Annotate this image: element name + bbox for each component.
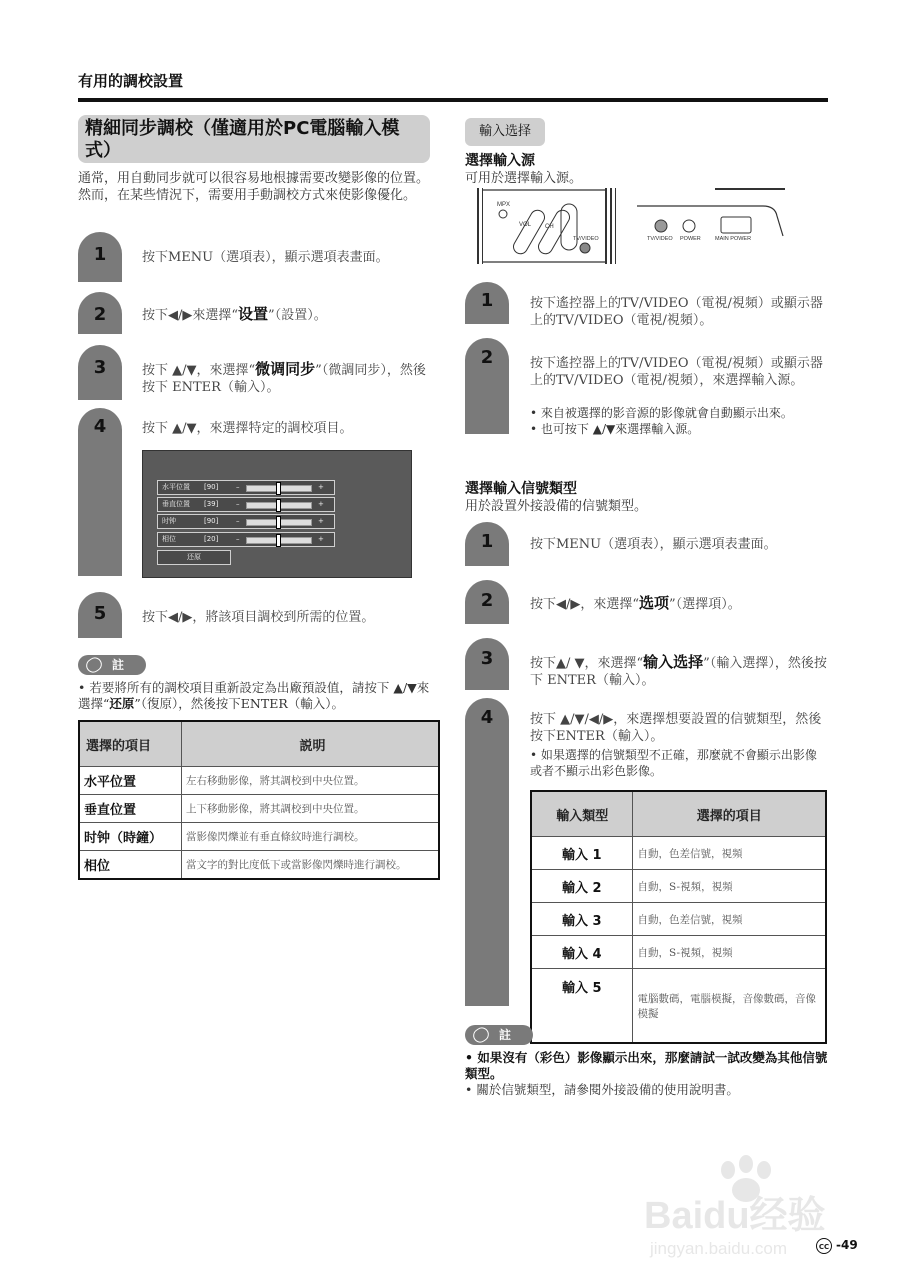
table-row: 輸入 5 電腦數碼，電腦模擬，音像數碼，音像模擬 [531,969,826,1044]
step-number: 3 [480,648,494,669]
svg-text:Baidu经验: Baidu经验 [644,1195,826,1237]
language-icon: CC [816,1238,832,1254]
subsection-subtitle: 用於設置外接設備的信號類型。 [465,499,648,514]
note-text: • 若要將所有的調校項目重新設定為出廠預設值，請按下 ▲/▼來選擇“还原”（復原），然後按下ENTER（輸入）。 [78,680,430,711]
ch-label: CH [545,224,554,230]
osd-row-vertical: 垂直位置 [39] – + [157,497,335,512]
tv-video-panel-label: TV/VIDEO [647,236,673,242]
step-text: 按下◀/▶，將該項目調校到所需的位置。 [142,610,375,625]
tv-video-label: TV/VIDEO [573,236,599,242]
subsection-title: 選擇輸入信號類型 [465,481,577,497]
step-text: 按下遙控器上的TV/VIDEO（電視/視頻）或顯示器上的TV/VIDEO（電視/視頻）。 [530,296,823,328]
adjustment-items-table [78,720,440,880]
bullet-item: • 來自被選擇的影音源的影像就會自動顯示出來。 [530,406,793,420]
step-text: 按下MENU（選項表），顯示選項表畫面。 [142,250,389,265]
page-header: 有用的調校設置 [78,72,184,90]
table-header: 選擇的項目 [633,791,826,837]
step-number: 5 [93,603,107,624]
table-header: 選擇的項目 [79,721,182,767]
table-row: 輸入 2 自動，S-視頻，視頻 [531,870,826,903]
table-row: 輸入 3 自動，色差信號，視頻 [531,903,826,936]
step-number: 1 [480,531,494,552]
table-header-row [79,721,439,767]
step-number: 1 [480,290,494,311]
note-badge: 註 [465,1025,533,1045]
section-title: 精細同步調校（僅適用於PC電腦輸入模式） [85,118,400,161]
intro-paragraph: 通常，用自動同步就可以很容易地根據需要改變影像的位置。然而，在某些情況下，需要用手動調校方式來使影像優化。 [78,171,430,203]
step-number: 3 [93,357,107,378]
header-rule [78,98,828,102]
table-row: 垂直位置 上下移動影像，將其調校到中央位置。 [79,795,439,823]
input-type-table [530,790,827,1044]
step-bar [465,698,509,1006]
note-text: • 如果沒有（彩色）影像顯示出來，那麼請試一試改變為其他信號類型。 [465,1050,828,1081]
osd-menu-screenshot [142,450,412,578]
step-number: 1 [93,244,107,265]
table-row: 水平位置 左右移動影像，將其調校到中央位置。 [79,767,439,795]
step-text: 按下遙控器上的TV/VIDEO（電視/視頻）或顯示器上的TV/VIDEO（電視/視頻），來選擇輸入源。 [530,356,823,388]
remote-control-illustration [477,186,792,266]
step-text: 按下◀/▶來選擇“设置”（設置）。 [142,305,327,323]
step-text: 按下MENU（選項表），顯示選項表畫面。 [530,537,777,552]
step-text: 按下 ▲/▼/◀/▶，來選擇想要設置的信號類型，然後按下ENTER（輸入）。 [530,712,822,744]
svg-text:jingyan.baidu.com: jingyan.baidu.com [650,1239,788,1258]
table-row: 时钟（時鐘） 當影像閃爍並有垂直條紋時進行調校。 [79,823,439,851]
step-text: 按下▲/ ▼，來選擇“输入选择”（輸入選擇），然後按下 ENTER（輸入）。 [530,653,827,688]
main-power-label: MAIN POWER [715,236,752,242]
table-row: 相位 當文字的對比度低下或當影像閃爍時進行調校。 [79,851,439,880]
subsection-subtitle: 可用於選擇輸入源。 [465,171,583,186]
paperclip-icon [470,1025,491,1046]
osd-row-phase: 相位 [20] – + [157,532,335,547]
osd-row-clock: 时钟 [90] – + [157,514,335,529]
osd-reset-button: 还原 [157,550,231,565]
table-header: 説明 [182,721,440,767]
vol-label: VOL [519,222,532,228]
bullet-item: • 也可按下 ▲/▼來選擇輸入源。 [530,422,700,436]
mpx-label: MPX [497,202,511,208]
input-select-tab: 輸入选择 [465,118,545,146]
step-text: 按下 ▲/▼，來選擇特定的調校項目。 [142,421,353,436]
table-header-row [531,791,826,837]
step-number: 2 [480,347,494,368]
subsection-title: 選擇輸入源 [465,153,535,169]
step-text: 按下◀/▶，來選擇“选项”（選擇項）。 [530,594,741,612]
page-number: -49 [836,1238,858,1252]
power-label: POWER [680,236,701,242]
step-text: 按下 ▲/▼，來選擇“微调同步”（微調同步），然後按下 ENTER（輸入）。 [142,360,426,395]
bullet-item: • 如果選擇的信號類型不正確，那麼就不會顯示出影像或者不顯示出彩色影像。 [530,748,817,778]
table-header: 輸入類型 [531,791,633,837]
note-badge: 註 [78,655,146,675]
osd-row-horizontal: 水平位置 [90] – + [157,480,335,495]
step-number: 4 [480,707,494,728]
step-number: 2 [480,590,494,611]
step-number: 2 [93,304,107,325]
table-row: 輸入 4 自動，S-視頻，視頻 [531,936,826,969]
note-text: • 關於信號類型，請參閱外接設備的使用說明書。 [465,1082,739,1097]
table-row: 輸入 1 自動，色差信號，視頻 [531,837,826,870]
paperclip-icon [83,655,104,676]
step-number: 4 [93,416,107,437]
